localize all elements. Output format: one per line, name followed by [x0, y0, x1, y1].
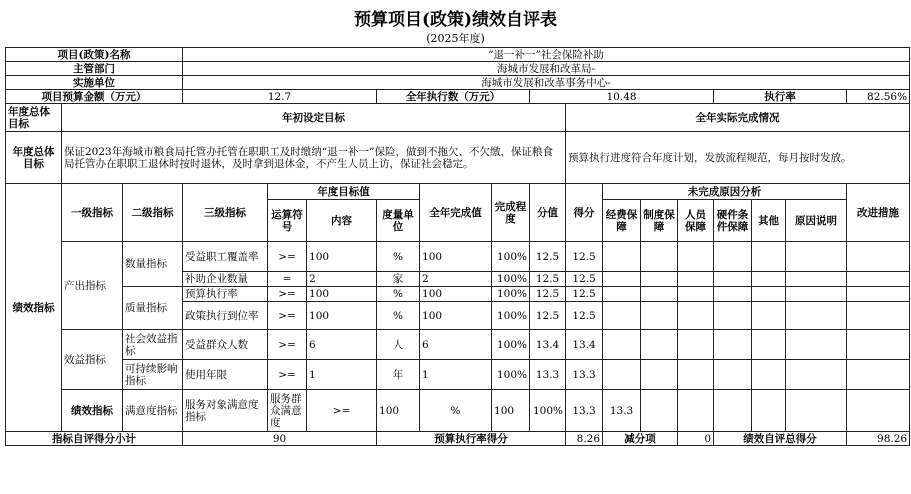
- content-cell: 100: [307, 302, 377, 330]
- total-value: 98.26: [847, 432, 910, 446]
- level3-cell: 政策执行到位率: [183, 302, 268, 330]
- operator-cell: =: [268, 272, 307, 287]
- deduct-label: 减分项: [603, 432, 678, 446]
- footer-row: [6, 432, 910, 446]
- project-name: “退一补一”社会保险补助: [183, 48, 910, 62]
- table-row: [6, 242, 910, 272]
- overall-goal-label: 年度总体目标: [6, 104, 62, 132]
- operator-cell: >=: [307, 390, 377, 432]
- annual-target-header: 年度目标值: [268, 184, 420, 200]
- overall-goal-row-label: 年度总体目标: [6, 132, 62, 184]
- operator-cell: >=: [268, 360, 307, 390]
- table-row: [6, 287, 910, 302]
- score-value-cell: 12.5: [530, 272, 566, 287]
- level3-cell: 补助企业数量: [183, 272, 268, 287]
- level3-cell: 服务群众满意度: [268, 390, 307, 432]
- content-cell: 100: [377, 390, 420, 432]
- table-row: [6, 360, 910, 390]
- score-cell: 13.3: [566, 360, 603, 390]
- info-row-project: [6, 48, 910, 62]
- evaluation-table: [5, 47, 910, 446]
- level3-cell: 受益群众人数: [183, 330, 268, 360]
- unit-header: 度量单位: [377, 200, 420, 242]
- page-title: 预算项目(政策)绩效自评表: [353, 10, 558, 30]
- score-cell: 12.5: [566, 287, 603, 302]
- score-cell: 12.5: [566, 272, 603, 287]
- goals-header-row: [6, 104, 910, 132]
- degree-cell: 100%: [492, 330, 530, 360]
- unit-cell: %: [377, 287, 420, 302]
- level1-cell: 满意度指标: [123, 390, 183, 432]
- degree-cell: 100%: [492, 302, 530, 330]
- level1-cell: 效益指标: [62, 330, 123, 390]
- value-cell: 100: [420, 302, 492, 330]
- content-cell: 6: [307, 330, 377, 360]
- subtotal-value: 90: [183, 432, 377, 446]
- initial-goal-label: 年初设定目标: [62, 104, 566, 132]
- complete-value-header: 全年完成值: [420, 184, 492, 242]
- improve-header: 改进措施: [847, 184, 910, 242]
- level2-cell: 可持续影响指标: [123, 360, 183, 390]
- degree-cell: 100%: [530, 390, 566, 432]
- level1-header: 一级指标: [62, 184, 123, 242]
- info-row-budget: [6, 90, 910, 104]
- score-value-cell: 12.5: [530, 302, 566, 330]
- table-row: [6, 390, 910, 432]
- unit-cell: 年: [377, 360, 420, 390]
- score-cell: 13.3: [603, 390, 641, 432]
- system-header: 制度保障: [641, 200, 678, 242]
- other-header: 其他: [752, 200, 786, 242]
- score-header: 得分: [566, 184, 603, 242]
- rate-value: 82.56%: [847, 90, 910, 104]
- hardware-header: 硬件条件保障: [714, 200, 752, 242]
- goals-content-row: [6, 132, 910, 184]
- content-cell: 100: [307, 287, 377, 302]
- content-cell: 100: [307, 242, 377, 272]
- degree-cell: 100%: [492, 360, 530, 390]
- exec-value: 10.48: [530, 90, 714, 104]
- value-cell: 100: [420, 242, 492, 272]
- degree-cell: 100%: [492, 272, 530, 287]
- reason-header: 原因说明: [786, 200, 847, 242]
- content-cell: 2: [307, 272, 377, 287]
- exec-score-label: 预算执行率得分: [377, 432, 566, 446]
- dept-label: 主管部门: [6, 62, 183, 76]
- score-cell: 13.4: [566, 330, 603, 360]
- level3-cell: 预算执行率: [183, 287, 268, 302]
- page-year: (2025年度): [426, 32, 485, 45]
- level2-cell: 服务对象满意度指标: [183, 390, 268, 432]
- actual-text: 预算执行进度符合年度计划，发放流程规范，每月按时发放。: [566, 132, 910, 184]
- level2-cell: 质量指标: [123, 287, 183, 330]
- exec-score-value: 8.26: [566, 432, 603, 446]
- content-header: 内容: [307, 200, 377, 242]
- score-value-header: 分值: [530, 184, 566, 242]
- unfinished-header: 未完成原因分析: [603, 184, 847, 200]
- value-cell: 6: [420, 330, 492, 360]
- level2-cell: 社会效益指标: [123, 330, 183, 360]
- level2-cell: 数量指标: [123, 242, 183, 287]
- subtotal-label: 指标自评得分小计: [6, 432, 183, 446]
- info-row-impl: [6, 76, 910, 90]
- deduct-value: 0: [678, 432, 714, 446]
- score-value-cell: 12.5: [530, 242, 566, 272]
- operator-cell: >=: [268, 287, 307, 302]
- project-name-label: 项目(政策)名称: [6, 48, 183, 62]
- score-value-cell: 13.4: [530, 330, 566, 360]
- value-cell: 100: [420, 287, 492, 302]
- complete-degree-header: 完成程度: [492, 184, 530, 242]
- actual-label: 全年实际完成情况: [566, 104, 910, 132]
- score-value-cell: 12.5: [530, 287, 566, 302]
- value-cell: 2: [420, 272, 492, 287]
- score-cell: 12.5: [566, 242, 603, 272]
- score-value-cell: 13.3: [566, 390, 603, 432]
- rate-label: 执行率: [714, 90, 847, 104]
- unit-cell: %: [377, 302, 420, 330]
- degree-cell: 100%: [492, 242, 530, 272]
- indicator-header-row-1: [6, 184, 910, 200]
- level3-header: 三级指标: [183, 184, 268, 242]
- value-cell: 1: [420, 360, 492, 390]
- content-cell: 1: [307, 360, 377, 390]
- table-row: [6, 330, 910, 360]
- budget-label: 项目预算金额（万元）: [6, 90, 183, 104]
- staff-header: 人员保障: [678, 200, 714, 242]
- score-cell: 12.5: [566, 302, 603, 330]
- total-label: 绩效自评总得分: [714, 432, 847, 446]
- unit-cell: %: [377, 242, 420, 272]
- budget-value: 12.7: [183, 90, 377, 104]
- exec-label: 全年执行数（万元）: [377, 90, 530, 104]
- unit-cell: %: [420, 390, 492, 432]
- operator-cell: >=: [268, 330, 307, 360]
- operator-cell: >=: [268, 242, 307, 272]
- level1-cell: 产出指标: [62, 242, 123, 330]
- level2-header: 二级指标: [123, 184, 183, 242]
- perf-indicator-label: 绩效指标: [6, 184, 62, 432]
- value-cell: 100: [492, 390, 530, 432]
- operator-header: 运算符号: [268, 200, 307, 242]
- impl-label: 实施单位: [6, 76, 183, 90]
- info-row-dept: [6, 62, 910, 76]
- level3-cell: 使用年限: [183, 360, 268, 390]
- unit-cell: 人: [377, 330, 420, 360]
- unit-cell: 家: [377, 272, 420, 287]
- funds-header: 经费保障: [603, 200, 641, 242]
- initial-goal-text: 保证2023年海城市粮食局托管办托管在职职工及时缴纳“退一补一”保险，做到不拖欠、不欠缴，保证粮食局托管办在职职工退休时按时退休，及时拿到退休金，不产生人员上访，保证社会稳定。: [62, 132, 566, 184]
- score-value-cell: 13.3: [530, 360, 566, 390]
- impl-value: 海城市发展和改革事务中心-: [183, 76, 910, 90]
- degree-cell: 100%: [492, 287, 530, 302]
- perf-indicator-label-2: 绩效指标: [62, 390, 123, 432]
- dept-value: 海城市发展和改革局-: [183, 62, 910, 76]
- operator-cell: >=: [268, 302, 307, 330]
- level3-cell: 受益职工覆盖率: [183, 242, 268, 272]
